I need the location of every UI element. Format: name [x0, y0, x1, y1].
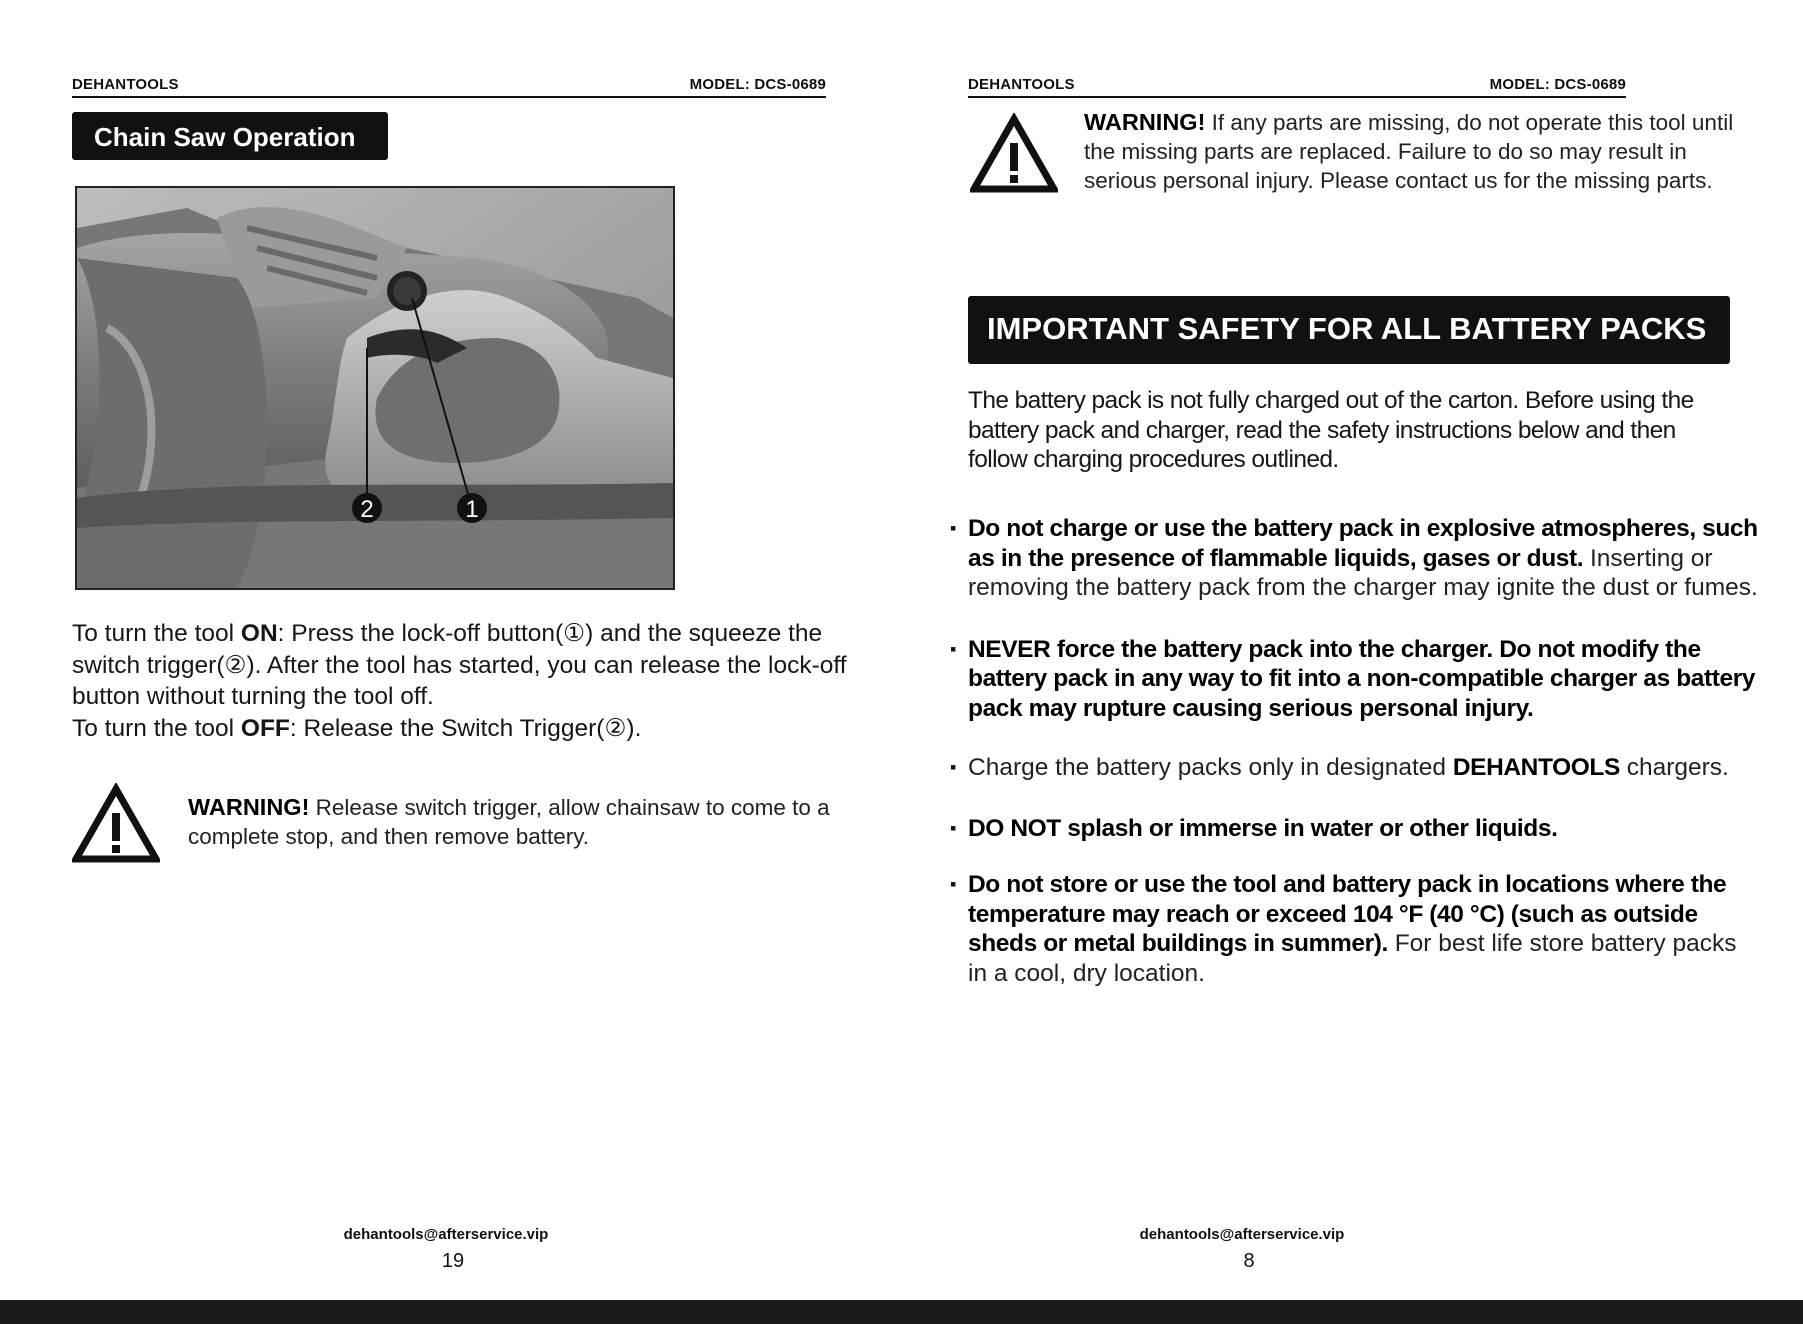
- page-header: [968, 74, 1626, 98]
- warning-triangle-icon: [970, 113, 1058, 193]
- footer-email: dehantools@afterservice.vip: [1139, 1226, 1345, 1243]
- warning-message: [1084, 108, 1764, 195]
- chainsaw-handle-photo: [75, 186, 675, 590]
- safety-item-bold: DO NOT splash or immerse in water or other liquids.: [968, 814, 1558, 842]
- instruction-off: [72, 713, 852, 745]
- callout-1-label: 1: [465, 496, 479, 523]
- instruction-off-keyword: OFF: [240, 714, 290, 742]
- safety-item-brand: DEHANTOOLS: [1452, 754, 1620, 781]
- safety-item-bold: NEVER force the battery pack into the charger. Do not modify the battery pack in any way to fit into a non-compatible charger as battery pack may rupture causing serious personal injury.: [968, 635, 1756, 722]
- safety-item: [950, 814, 1760, 844]
- safety-item: [950, 635, 1760, 724]
- right-page: [900, 0, 1803, 1300]
- warning-text: If any parts are missing, do not operate this tool until the missing parts are replaced. Failure to do so may result in serious personal injury. Please contact us for the missing parts.: [1084, 110, 1734, 193]
- warning-text: Release switch trigger, allow chainsaw to come to a complete stop, and then remove battery.: [188, 795, 830, 849]
- callout-2-label: 2: [360, 496, 374, 523]
- page-header: [72, 74, 826, 98]
- header-brand: DEHANTOOLS: [968, 76, 1075, 93]
- battery-intro: The battery pack is not fully charged out of the carton. Before using the battery pack and charger, read the safety instructions below and then follow charging procedures outlined.: [968, 387, 1694, 473]
- instruction-on-prefix: To turn the tool: [72, 620, 241, 647]
- page-number: 19: [441, 1250, 465, 1272]
- section-title: IMPORTANT SAFETY FOR ALL BATTERY PACKS: [968, 296, 1730, 364]
- warning-label: WARNING!: [1084, 109, 1206, 135]
- header-brand: DEHANTOOLS: [72, 76, 179, 93]
- scan-bottom-edge: [0, 1300, 1803, 1324]
- safety-item-text: For best life store battery packs in a cool, dry location.: [968, 930, 1737, 987]
- warning-label: WARNING!: [188, 794, 310, 820]
- operation-instructions: [72, 618, 852, 744]
- safety-item: [950, 514, 1760, 603]
- callout-2: [352, 493, 382, 523]
- footer-email: dehantools@afterservice.vip: [343, 1226, 549, 1243]
- header-model: MODEL: DCS-0689: [689, 76, 826, 93]
- instruction-on: [72, 618, 852, 713]
- instruction-off-prefix: To turn the tool: [72, 714, 241, 742]
- safety-item-bold: Do not store or use the tool and battery pack in locations where the temperature may reach or exceed 104 °F (40 °C) (such as outside sheds or metal buildings in summer).: [968, 871, 1727, 957]
- safety-item: [950, 753, 1760, 783]
- safety-item-bold: Do not charge or use the battery pack in explosive atmospheres, such as in the presence of flammable liquids, gases or dust.: [968, 515, 1758, 572]
- callout-1: [457, 493, 487, 523]
- safety-item-text: Charge the battery packs only in designated: [968, 754, 1453, 781]
- chainsaw-handle-illustration: [77, 188, 673, 588]
- section-title: Chain Saw Operation: [72, 112, 388, 160]
- left-page: [0, 0, 900, 1300]
- safety-item-text: Inserting or removing the battery pack from the charger may ignite the dust or fumes.: [968, 544, 1758, 601]
- header-model: MODEL: DCS-0689: [1489, 76, 1626, 93]
- warning-message: [188, 793, 848, 851]
- safety-list: [950, 514, 1760, 988]
- instruction-off-text: : Release the Switch Trigger(②).: [289, 714, 642, 742]
- instruction-on-keyword: ON: [240, 620, 278, 647]
- safety-item-text-end: chargers.: [1619, 754, 1729, 781]
- safety-item: [950, 870, 1760, 988]
- instruction-on-text: : Press the lock-off button(①) and the squeeze the switch trigger(②). After the tool has started, you can release the lock-off button without turning the tool off.: [72, 620, 847, 710]
- page-number: 8: [1243, 1250, 1255, 1272]
- warning-triangle-icon: [72, 783, 160, 863]
